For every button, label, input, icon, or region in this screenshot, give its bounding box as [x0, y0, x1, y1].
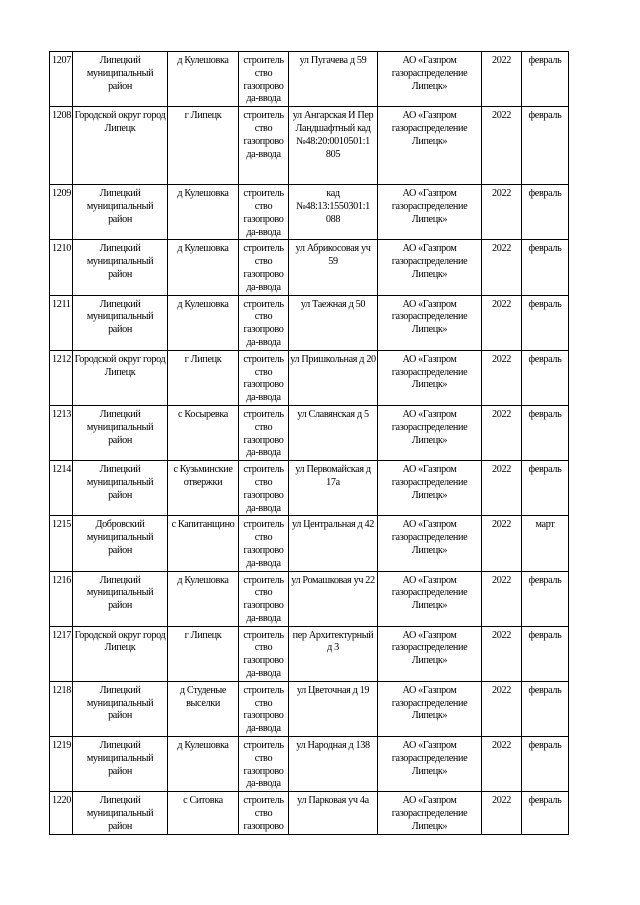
row-number-cell: 1220 [50, 792, 73, 834]
work-type-cell: строитель ство газопрово да-ввода [239, 240, 289, 295]
table-row [50, 461, 569, 516]
address-cell: ул Ромашковая уч 22 [289, 571, 378, 626]
work-type-cell: строитель ство газопрово [239, 792, 289, 834]
settlement-cell: г Липецк [168, 350, 239, 405]
organization-cell: АО «Газпром газораспределение Липецк» [378, 737, 482, 792]
month-cell: февраль [522, 626, 569, 681]
table-row [50, 185, 569, 240]
row-number-cell: 1207 [50, 52, 73, 107]
settlement-cell: с Кузьминские отвержки [168, 461, 239, 516]
settlement-cell: с Капитанщино [168, 516, 239, 571]
district-cell: Липецкий муниципальный район [73, 737, 168, 792]
year-cell: 2022 [482, 792, 522, 834]
month-cell: февраль [522, 792, 569, 834]
work-type-cell: строитель ство газопрово да-ввода [239, 52, 289, 107]
settlement-cell: д Кулешовка [168, 737, 239, 792]
organization-cell: АО «Газпром газораспределение Липецк» [378, 681, 482, 736]
row-number-cell: 1209 [50, 185, 73, 240]
row-number-cell: 1217 [50, 626, 73, 681]
settlement-cell: д Кулешовка [168, 52, 239, 107]
row-number-cell: 1208 [50, 107, 73, 185]
row-number-cell: 1218 [50, 681, 73, 736]
address-cell: ул Пришкольная д 20 [289, 350, 378, 405]
organization-cell: АО «Газпром газораспределение Липецк» [378, 516, 482, 571]
year-cell: 2022 [482, 737, 522, 792]
settlement-cell: с Ситовка [168, 792, 239, 834]
table-row [50, 571, 569, 626]
month-cell: февраль [522, 107, 569, 185]
address-cell: ул Цветочная д 19 [289, 681, 378, 736]
settlement-cell: г Липецк [168, 107, 239, 185]
address-cell: ул Ангарская И Пер Ландшафтный кад №48:20:0010501:1 805 [289, 107, 378, 185]
settlement-cell: д Кулешовка [168, 185, 239, 240]
address-cell: ул Таежная д 50 [289, 295, 378, 350]
district-cell: Липецкий муниципальный район [73, 681, 168, 736]
settlement-cell: д Кулешовка [168, 571, 239, 626]
month-cell: февраль [522, 185, 569, 240]
organization-cell: АО «Газпром газораспределение Липецк» [378, 571, 482, 626]
address-cell: кад №48:13:1550301:1 088 [289, 185, 378, 240]
organization-cell: АО «Газпром газораспределение Липецк» [378, 185, 482, 240]
table-row [50, 737, 569, 792]
gas-connection-table [49, 51, 569, 835]
district-cell: Городской округ город Липецк [73, 626, 168, 681]
table-row [50, 350, 569, 405]
month-cell: февраль [522, 52, 569, 107]
month-cell: февраль [522, 681, 569, 736]
row-number-cell: 1210 [50, 240, 73, 295]
settlement-cell: д Кулешовка [168, 295, 239, 350]
year-cell: 2022 [482, 185, 522, 240]
settlement-cell: д Студеные выселки [168, 681, 239, 736]
row-number-cell: 1216 [50, 571, 73, 626]
district-cell: Липецкий муниципальный район [73, 52, 168, 107]
work-type-cell: строитель ство газопрово да-ввода [239, 185, 289, 240]
district-cell: Городской округ город Липецк [73, 107, 168, 185]
month-cell: февраль [522, 295, 569, 350]
address-cell: ул Первомайская д 17а [289, 461, 378, 516]
work-type-cell: строитель ство газопрово да-ввода [239, 571, 289, 626]
month-cell: февраль [522, 737, 569, 792]
row-number-cell: 1214 [50, 461, 73, 516]
organization-cell: АО «Газпром газораспределение Липецк» [378, 107, 482, 185]
settlement-cell: с Косыревка [168, 405, 239, 460]
year-cell: 2022 [482, 626, 522, 681]
year-cell: 2022 [482, 240, 522, 295]
work-type-cell: строитель ство газопрово да-ввода [239, 516, 289, 571]
work-type-cell: строитель ство газопрово да-ввода [239, 681, 289, 736]
organization-cell: АО «Газпром газораспределение Липецк» [378, 461, 482, 516]
year-cell: 2022 [482, 52, 522, 107]
year-cell: 2022 [482, 295, 522, 350]
table-body [50, 52, 569, 835]
table-row [50, 516, 569, 571]
settlement-cell: г Липецк [168, 626, 239, 681]
district-cell: Липецкий муниципальный район [73, 571, 168, 626]
district-cell: Липецкий муниципальный район [73, 461, 168, 516]
work-type-cell: строитель ство газопрово да-ввода [239, 461, 289, 516]
table-row [50, 52, 569, 107]
year-cell: 2022 [482, 681, 522, 736]
table-row [50, 240, 569, 295]
year-cell: 2022 [482, 405, 522, 460]
year-cell: 2022 [482, 516, 522, 571]
table-row [50, 295, 569, 350]
address-cell: ул Славянская д 5 [289, 405, 378, 460]
table-row [50, 681, 569, 736]
year-cell: 2022 [482, 571, 522, 626]
settlement-cell: д Кулешовка [168, 240, 239, 295]
row-number-cell: 1215 [50, 516, 73, 571]
row-number-cell: 1212 [50, 350, 73, 405]
month-cell: февраль [522, 405, 569, 460]
year-cell: 2022 [482, 350, 522, 405]
organization-cell: АО «Газпром газораспределение Липецк» [378, 792, 482, 834]
district-cell: Липецкий муниципальный район [73, 792, 168, 834]
district-cell: Добровский муниципальный район [73, 516, 168, 571]
table-row [50, 107, 569, 185]
work-type-cell: строитель ство газопрово да-ввода [239, 626, 289, 681]
district-cell: Липецкий муниципальный район [73, 240, 168, 295]
work-type-cell: строитель ство газопрово да-ввода [239, 405, 289, 460]
month-cell: февраль [522, 461, 569, 516]
month-cell: март [522, 516, 569, 571]
work-type-cell: строитель ство газопрово да-ввода [239, 295, 289, 350]
month-cell: февраль [522, 350, 569, 405]
organization-cell: АО «Газпром газораспределение Липецк» [378, 295, 482, 350]
district-cell: Липецкий муниципальный район [73, 405, 168, 460]
year-cell: 2022 [482, 461, 522, 516]
table-row [50, 405, 569, 460]
organization-cell: АО «Газпром газораспределение Липецк» [378, 52, 482, 107]
month-cell: февраль [522, 571, 569, 626]
work-type-cell: строитель ство газопрово да-ввода [239, 350, 289, 405]
table-row [50, 626, 569, 681]
month-cell: февраль [522, 240, 569, 295]
work-type-cell: строитель ство газопрово да-ввода [239, 737, 289, 792]
row-number-cell: 1213 [50, 405, 73, 460]
district-cell: Городской округ город Липецк [73, 350, 168, 405]
address-cell: ул Абрикосовая уч 59 [289, 240, 378, 295]
organization-cell: АО «Газпром газораспределение Липецк» [378, 240, 482, 295]
organization-cell: АО «Газпром газораспределение Липецк» [378, 405, 482, 460]
row-number-cell: 1219 [50, 737, 73, 792]
district-cell: Липецкий муниципальный район [73, 295, 168, 350]
address-cell: ул Центральная д 42 [289, 516, 378, 571]
work-type-cell: строитель ство газопрово да-ввода [239, 107, 289, 185]
table-row [50, 792, 569, 834]
address-cell: ул Пугачева д 59 [289, 52, 378, 107]
address-cell: пер Архитектурный д 3 [289, 626, 378, 681]
organization-cell: АО «Газпром газораспределение Липецк» [378, 626, 482, 681]
district-cell: Липецкий муниципальный район [73, 185, 168, 240]
address-cell: ул Парковая уч 4а [289, 792, 378, 834]
address-cell: ул Народная д 138 [289, 737, 378, 792]
row-number-cell: 1211 [50, 295, 73, 350]
year-cell: 2022 [482, 107, 522, 185]
organization-cell: АО «Газпром газораспределение Липецк» [378, 350, 482, 405]
